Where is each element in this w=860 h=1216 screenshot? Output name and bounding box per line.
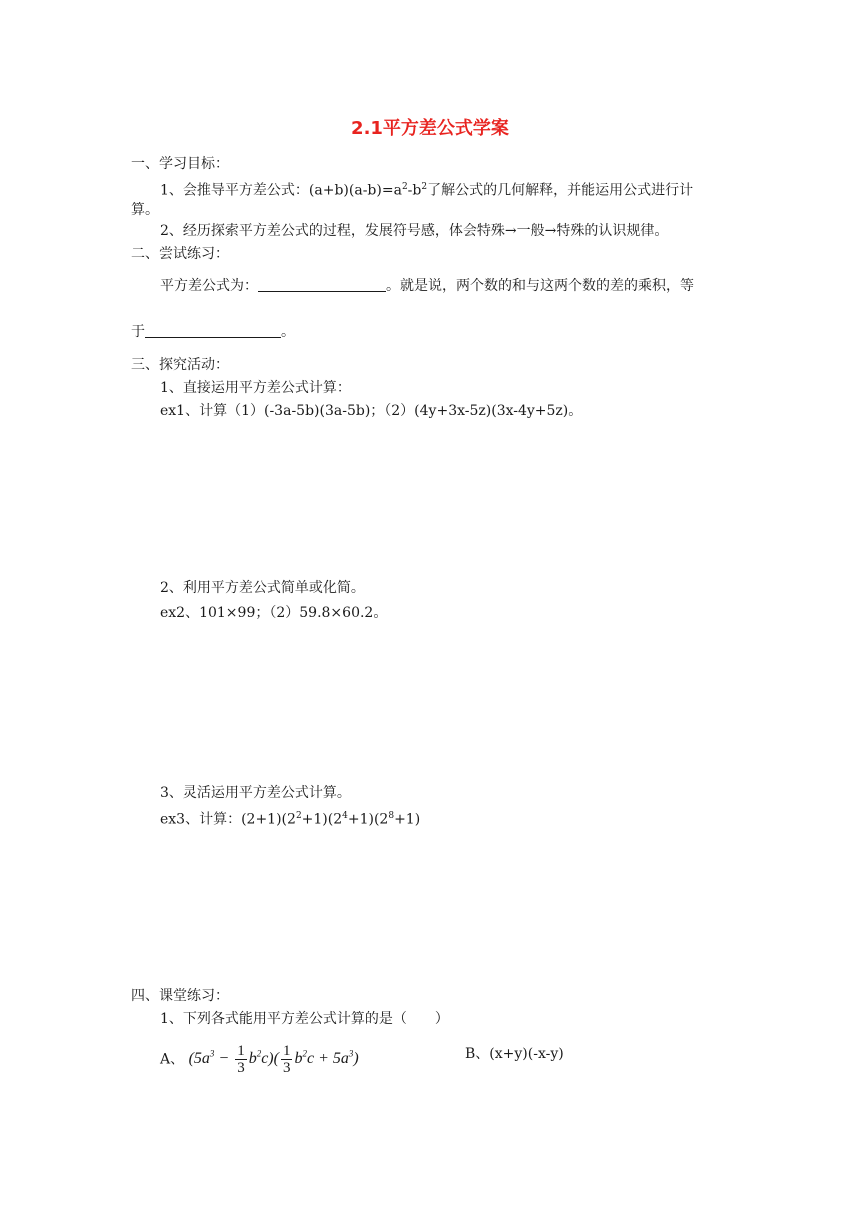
section-4-heading: 四、课堂练习： xyxy=(131,988,229,1004)
denominator: 3 xyxy=(237,1060,245,1077)
math-part: ) xyxy=(353,1050,359,1068)
fill-blank-formula[interactable] xyxy=(258,277,386,292)
example-2: ex2、101×99；（2）59.8×60.2。 xyxy=(160,605,388,621)
exponent: 3 xyxy=(209,1049,215,1059)
text-cont: 。就是说，两个数的和与这两个数的差的乘积，等 xyxy=(386,278,694,294)
example-3 xyxy=(160,806,420,830)
section-2-line-2 xyxy=(131,322,295,342)
math-part: b xyxy=(248,1050,257,1068)
exponent: 2 xyxy=(256,1049,262,1059)
section-3-item-3: 3、灵活运用平方差公式计算。 xyxy=(160,785,351,801)
example-1: ex1、计算（1）(-3a-5b)(3a-5b)；（2）(4y+3x-5z)(3x-4y+5z)。 xyxy=(160,403,583,419)
exponent: 8 xyxy=(388,811,395,821)
section-2-heading: 二、尝试练习： xyxy=(131,246,229,262)
text-cont: 。 xyxy=(281,324,295,340)
expr-part: ex3、计算：(2+1)(2 xyxy=(160,811,296,828)
question-1: 1、下列各式能用平方差公式计算的是（ ） xyxy=(160,1011,449,1027)
option-b: B、(x+y)(-x-y) xyxy=(465,1046,564,1062)
math-part: (5a xyxy=(188,1050,210,1068)
denominator: 3 xyxy=(282,1060,291,1077)
fraction xyxy=(235,1043,247,1076)
math-part: c)( xyxy=(261,1050,279,1068)
label-text: 于 xyxy=(131,324,145,340)
formula-part: (a+b)(a-b)=a xyxy=(308,182,402,199)
section-3-item-1: 1、直接运用平方差公式计算： xyxy=(160,380,351,396)
option-a-label: A、 xyxy=(160,1051,185,1068)
fill-blank-statement[interactable] xyxy=(145,323,281,338)
fraction xyxy=(281,1043,293,1076)
item-1-text: 1、会推导平方差公式： xyxy=(160,182,309,199)
exponent: 2 xyxy=(295,811,302,821)
exponent: 3 xyxy=(348,1049,354,1059)
section-1-item-1-wrap: 算。 xyxy=(131,202,159,218)
section-1-item-2: 2、经历探索平方差公式的过程，发展符号感，体会特殊→一般→特殊的认识规律。 xyxy=(160,223,669,239)
option-a xyxy=(160,1036,359,1077)
section-3-heading: 三、探究活动： xyxy=(131,357,229,373)
exponent: 2 xyxy=(421,182,428,192)
expr-part: +1)(2 xyxy=(347,811,389,828)
exponent: 2 xyxy=(302,1049,307,1059)
numerator: 1 xyxy=(282,1043,291,1060)
math-part: c + 5a xyxy=(306,1050,349,1068)
exponent: 4 xyxy=(342,811,348,821)
label-text: 平方差公式为： xyxy=(160,278,258,294)
section-1-item-1 xyxy=(160,177,693,201)
section-3-item-2: 2、利用平方差公式简单或化简。 xyxy=(160,580,365,596)
option-a-expression xyxy=(188,1043,359,1077)
section-2-line-1 xyxy=(160,276,694,296)
formula-part: -b xyxy=(407,182,422,199)
math-part: − xyxy=(214,1050,234,1068)
section-1-heading: 一、学习目标： xyxy=(131,156,229,172)
numerator: 1 xyxy=(237,1043,245,1060)
exponent: 2 xyxy=(401,182,408,192)
math-part: b xyxy=(294,1050,303,1068)
expr-part: +1)(2 xyxy=(301,811,343,828)
item-1-text-cont: 了解公式的几何解释，并能运用公式进行计 xyxy=(427,182,694,199)
expr-part: +1) xyxy=(394,811,421,828)
document-title: 2.1平方差公式学案 xyxy=(351,118,509,139)
